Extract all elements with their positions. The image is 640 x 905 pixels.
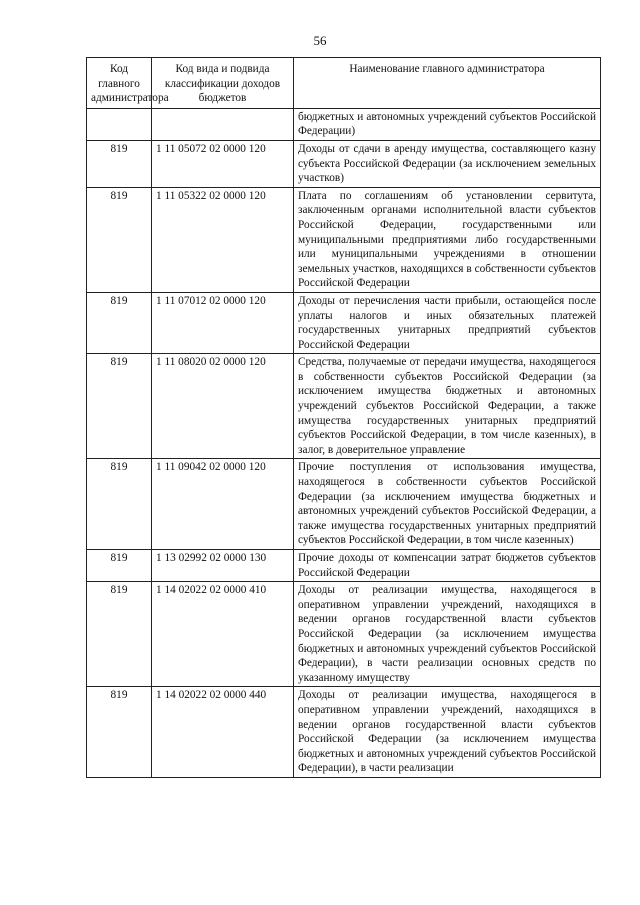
admin-name-cell: Прочие доходы от компенсации затрат бюджетов субъектов Российской Федерации <box>294 550 601 582</box>
admin-name-cell: Доходы от сдачи в аренду имущества, составляющего казну субъекта Российской Федерации (за исключением земельных участков) <box>294 140 601 187</box>
income-code-cell: 1 13 02992 02 0000 130 <box>152 550 294 582</box>
table-row <box>87 459 601 550</box>
income-code-cell: 1 14 02022 02 0000 440 <box>152 687 294 778</box>
admin-name-cell: Плата по соглашениям об установлении сервитута, заключенным органами исполнительной власти субъектов Российской Федерации, государственными или муниципальными предприятиями либо государственными или муниципальными учреждениями в отношении земельных участков, находящихся в собственности субъектов Российской Федерации <box>294 187 601 292</box>
admin-code-cell: 819 <box>87 140 152 187</box>
income-code-cell: 1 11 05322 02 0000 120 <box>152 187 294 292</box>
admin-code-cell: 819 <box>87 187 152 292</box>
header-admin-code: Код главного администратора <box>87 58 152 109</box>
table-row <box>87 687 601 778</box>
table-row <box>87 108 601 140</box>
header-admin-name: Наименование главного администратора <box>294 58 601 109</box>
table-row <box>87 354 601 459</box>
admin-name-cell: бюджетных и автономных учреждений субъектов Российской Федерации) <box>294 108 601 140</box>
table-header-row <box>87 58 601 109</box>
admin-name-cell: Средства, получаемые от передачи имущества, находящегося в собственности субъектов Российской Федерации (за исключением имущества бюджетных и автономных учреждений субъектов Российской Федерации, а также имущества государственных унитарных предприятий субъектов Российской Федерации, в том числе казенных), в залог, в доверительное управление <box>294 354 601 459</box>
admin-code-cell: 819 <box>87 292 152 353</box>
admin-code-cell: 819 <box>87 687 152 778</box>
income-code-cell <box>152 108 294 140</box>
admin-name-cell: Прочие поступления от использования имущества, находящегося в собственности субъектов Российской Федерации (за исключением имущества бюджетных и автономных учреждений субъектов Российской Федерации, а также имущества государственных унитарных предприятий субъектов Российской Федерации, в том числе казенных) <box>294 459 601 550</box>
income-code-cell: 1 11 09042 02 0000 120 <box>152 459 294 550</box>
table-row <box>87 550 601 582</box>
income-code-cell: 1 11 07012 02 0000 120 <box>152 292 294 353</box>
admin-name-cell: Доходы от реализации имущества, находящегося в оперативном управлении учреждений, находящихся в ведении органов государственной власти субъектов Российской Федерации (за исключением имущества бюджетных и автономных учреждений субъектов Российской Федерации), в части реализации <box>294 687 601 778</box>
page-number: 56 <box>313 33 327 48</box>
income-code-cell: 1 14 02022 02 0000 410 <box>152 582 294 687</box>
admin-code-cell: 819 <box>87 459 152 550</box>
table-row <box>87 582 601 687</box>
admin-code-cell: 819 <box>87 550 152 582</box>
budget-income-table <box>86 57 601 778</box>
table-row <box>87 187 601 292</box>
admin-code-cell <box>87 108 152 140</box>
admin-name-cell: Доходы от перечисления части прибыли, остающейся после уплаты налогов и иных обязательных платежей государственных унитарных предприятий субъектов Российской Федерации <box>294 292 601 353</box>
table-row <box>87 292 601 353</box>
header-income-code: Код вида и подвида классификации доходов бюджетов <box>152 58 294 109</box>
admin-code-cell: 819 <box>87 582 152 687</box>
admin-code-cell: 819 <box>87 354 152 459</box>
income-code-cell: 1 11 05072 02 0000 120 <box>152 140 294 187</box>
income-code-cell: 1 11 08020 02 0000 120 <box>152 354 294 459</box>
table-row <box>87 140 601 187</box>
admin-name-cell: Доходы от реализации имущества, находящегося в оперативном управлении учреждений, находящихся в ведении органов государственной власти субъектов Российской Федерации (за исключением имущества бюджетных и автономных учреждений субъектов Российской Федерации), в части реализации основных средств по указанному имуществу <box>294 582 601 687</box>
